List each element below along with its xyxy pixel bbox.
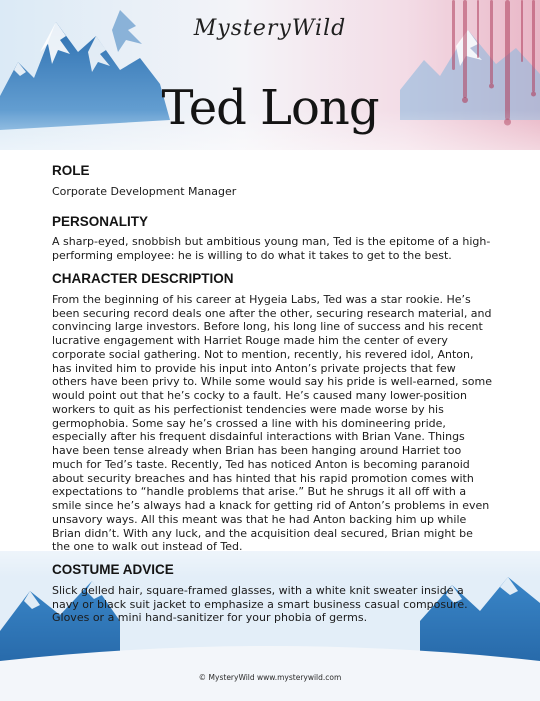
character-description-text: From the beginning of his career at Hygeia Labs, Ted was a star rookie. He’s been securing record deals one after the other, securing research material, and convincing large investors. Before long, his long line of success and his recent lucrative engagement with Harriet Rouge made him the center of every corporate social gathering. Not to mention, recently, his revered idol, Anton, has invited him to provide his input into Anton’s private projects that few others have been privy to. While some would say his pride is well-earned, some would point out that he’s cocky to a fault. He’s caused many lower-position workers to quit as his perfectionist tendencies were made worse by his germophobia. Some say he’s crossed a line with his domineering pride, especially after his frequent disdainful interactions with Brian Vane. Things have been tense already when Brian has been hanging around Harriet too much for Ted’s taste. Recently, Ted has noticed Anton is becoming paranoid about security breaches and has hinted that his rapid promotion comes with expectations to “handle problems that arise.” But he shrugs it all off with a smile since he’s always had a knack for getting rid of Anton’s problems in even unsavory ways. All this meant was that he had Anton backing him up while Brian didn’t. With any luck, and the acquisition deal secured, Brian might be the one to walk out instead of Ted. — [52, 292, 492, 554]
personality-heading: PERSONALITY — [52, 213, 149, 229]
character-name-title: Ted Long — [161, 80, 379, 136]
footer-copyright: © MysteryWild www.mysterywild.com — [198, 673, 342, 682]
costume-advice-heading: COSTUME ADVICE — [52, 562, 174, 578]
character-description-heading: CHARACTER DESCRIPTION — [52, 270, 234, 286]
content-area — [52, 164, 492, 625]
role-section — [52, 164, 492, 199]
brand-logo: MysteryWild — [193, 16, 347, 41]
character-description-section — [52, 272, 492, 554]
role-text: Corporate Development Manager — [52, 184, 237, 198]
costume-advice-text: Slick gelled hair, square-framed glasses, with a white knit sweater inside a navy or black suit jacket to emphasize a smart business casual composure. Gloves or a mini hand-sanitizer for your phobia of germs. — [52, 583, 468, 625]
personality-text: A sharp-eyed, snobbish but ambitious young man, Ted is the epitome of a high-performing employee: he is willing to do what it takes to get to the best. — [52, 235, 491, 263]
costume-advice-section — [52, 563, 492, 625]
personality-section — [52, 215, 492, 263]
role-heading: ROLE — [52, 163, 90, 178]
